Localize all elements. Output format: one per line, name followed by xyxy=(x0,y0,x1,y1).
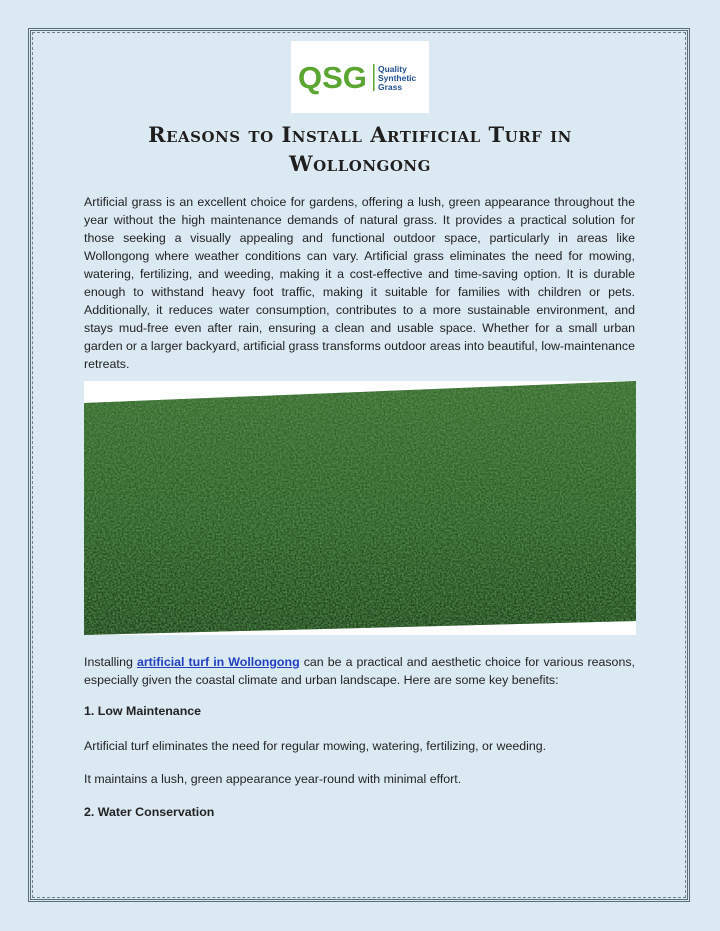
intro-paragraph: Artificial grass is an excellent choice for gardens, offering a lush, green appearance throughout the year without the high maintenance demands of natural grass. It provides a practical solution for those seeking a visually appealing and functional outdoor space, particularly in areas like Wollongong where weather conditions can vary. Artificial grass eliminates the need for mowing, watering, fertilizing, and weeding, making it a cost-effective and time-saving option. It is durable enough to withstand heavy foot traffic, making it suitable for families with children or pets. Additionally, it reduces water consumption, contributes to a more sustainable environment, and stays mud-free even after rain, ensuring a clean and usable space. Whether for a small urban garden or a larger backyard, artificial grass transforms outdoor areas into beautiful, low-maintenance retreats. xyxy=(84,195,635,371)
qsg-logo-mark xyxy=(298,57,422,97)
installing-text-after: can be a practical and aesthetic choice for various reasons, especially given the coastal climate and urban landscape. Here are some key benefits: xyxy=(84,655,635,687)
section-heading-low-maintenance: 1. Low Maintenance xyxy=(84,704,202,718)
artificial-turf-image xyxy=(84,381,636,635)
turf-picture xyxy=(84,381,636,635)
artificial-turf-link[interactable]: artificial turf in Wollongong xyxy=(136,655,300,669)
qsg-logo xyxy=(291,41,429,113)
logo-line2: Synthetic xyxy=(378,73,417,83)
installing-text-before: Installing xyxy=(84,655,137,669)
low-maintenance-line-2: It maintains a lush, green appearance year-round with minimal effort. xyxy=(84,772,462,786)
logo-divider xyxy=(373,64,375,91)
installing-paragraph xyxy=(84,653,635,689)
section-heading-water-conservation: 2. Water Conservation xyxy=(84,805,215,819)
logo-line3: Grass xyxy=(378,82,403,92)
low-maintenance-line-1: Artificial turf eliminates the need for regular mowing, watering, fertilizing, or weeding. xyxy=(84,739,547,753)
page-title: Reasons to Install Artificial Turf in Wollongong xyxy=(148,122,572,176)
logo-mark-text: QSG xyxy=(298,60,367,95)
logo-line1: Quality xyxy=(378,64,407,74)
